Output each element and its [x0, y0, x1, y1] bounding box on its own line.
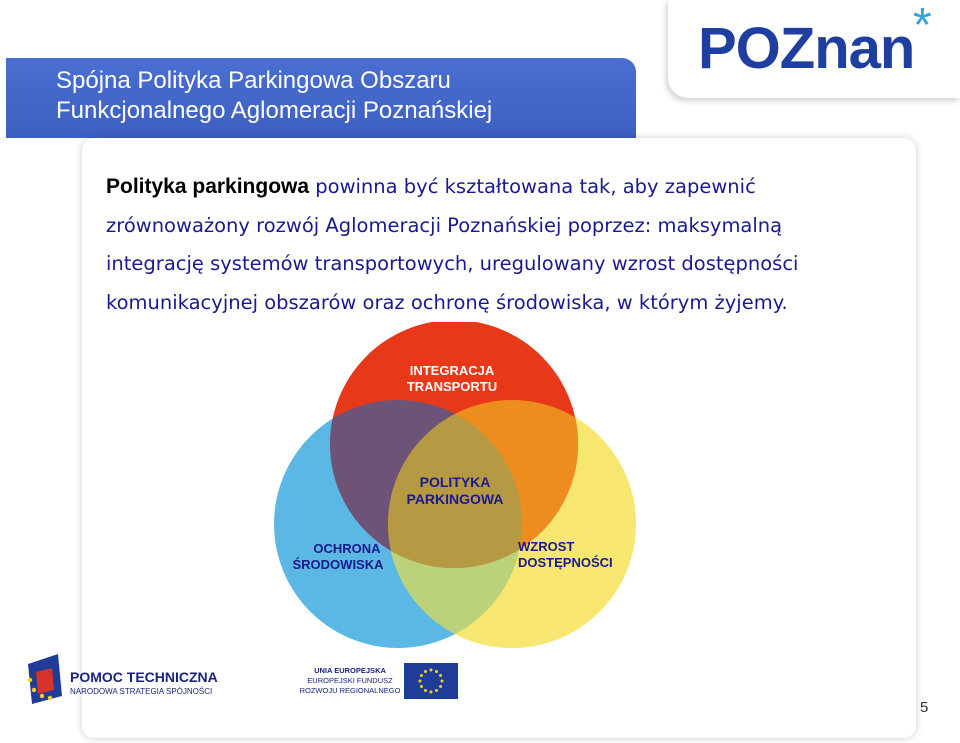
eu-star-icon — [441, 680, 444, 683]
eu-line-2: EUROPEJSKI FUNDUSZ — [307, 676, 393, 685]
poznan-logo-text: POZnan — [698, 16, 915, 81]
policy-paragraph — [106, 168, 906, 322]
eu-flag-icon — [404, 663, 458, 699]
eu-line-3: ROZWOJU REGIONALNEGO — [299, 686, 401, 695]
eu-line-1: UNIA EUROPEJSKA — [314, 666, 386, 675]
label-wzrost — [518, 539, 633, 571]
poznan-logo — [668, 0, 960, 98]
eu-star-icon — [420, 674, 423, 677]
eu-star-icon — [420, 685, 423, 688]
label-integracja-line2: TRANSPORTU — [406, 379, 498, 394]
policy-line-3: integrację systemów transportowych, uregulowany wzrost dostępności — [106, 252, 799, 275]
policy-line-4: komunikacyjnej obszarów oraz ochronę środowiska, w którym żyjemy. — [106, 290, 788, 314]
venn-diagram — [270, 322, 640, 652]
label-wzrost-line1: WZROST — [518, 539, 575, 554]
eu-star-icon — [424, 670, 427, 673]
asterisk-icon: * — [913, 0, 932, 52]
policy-lead-bold: Polityka parkingowa — [106, 175, 310, 198]
label-polityka-line2: PARKINGOWA — [406, 491, 504, 507]
label-polityka — [385, 474, 525, 508]
label-ochrona — [278, 541, 398, 573]
eu-star-icon — [439, 674, 442, 677]
page-number: 5 — [920, 699, 929, 716]
label-ochrona-line2: ŚRODOWISKA — [292, 557, 384, 572]
eu-star-icon — [435, 670, 438, 673]
eu-star-icon — [430, 691, 433, 694]
title-line-2: Funkcjonalnego Aglomeracji Poznańskiej — [56, 97, 493, 124]
eu-star-icon — [419, 680, 422, 683]
eu-star-icon — [430, 669, 433, 672]
policy-line-2: zrównoważony rozwój Aglomeracji Poznańskiej poprzez: maksymalną — [106, 213, 783, 237]
policy-line-1: powinna być kształtowana tak, aby zapewnić — [309, 175, 756, 198]
pomoc-techniczna-logo-icon — [22, 650, 68, 706]
label-wzrost-line2: DOSTĘPNOŚCI — [518, 555, 613, 570]
label-ochrona-line1: OCHRONA — [313, 541, 381, 556]
eu-star-icon — [424, 689, 427, 692]
label-polityka-line1: POLITYKA — [419, 474, 491, 490]
pomoc-techniczna-subtitle: NARODOWA STRATEGIA SPÓJNOŚCI — [70, 687, 213, 696]
label-integracja-line1: INTEGRACJA — [409, 363, 495, 378]
label-integracja — [382, 363, 522, 395]
eu-star-icon — [439, 685, 442, 688]
pomoc-techniczna-title: POMOC TECHNICZNA — [70, 669, 218, 685]
title-line-1: Spójna Polityka Parkingowa Obszaru — [56, 67, 451, 94]
title-banner — [6, 58, 636, 138]
eu-star-icon — [435, 689, 438, 692]
eu-fund-text — [298, 666, 402, 696]
